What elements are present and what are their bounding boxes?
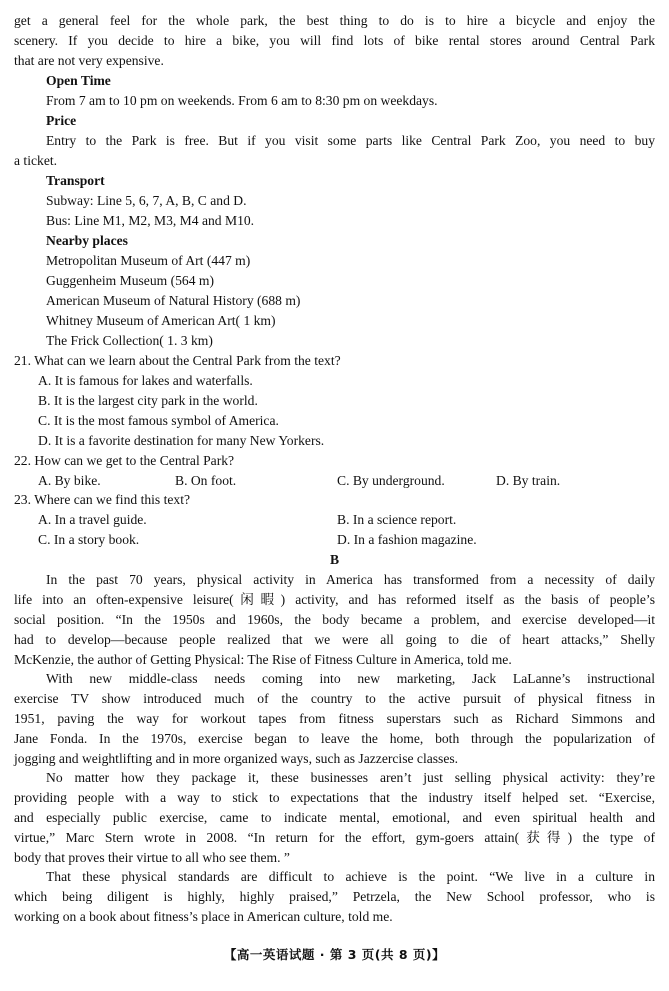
transport-bus: Bus: Line M1, M2, M3, M4 and M10. — [46, 213, 255, 228]
page-footer: 【高一英语试题 · 第 3 页(共 8 页)】 — [223, 947, 446, 962]
question-option: C. By underground. — [337, 473, 445, 488]
nearby-item: The Frick Collection( 1. 3 km) — [46, 333, 213, 348]
nearby-item: American Museum of Natural History (688 m) — [46, 293, 301, 308]
price-text: a ticket. — [14, 153, 58, 168]
paragraph-line: jogging and weightlifting and in more organized ways, such as Jazzercise classes. — [14, 751, 459, 766]
question-option: A. By bike. — [38, 473, 101, 488]
nearby-item: Whitney Museum of American Art( 1 km) — [46, 313, 276, 328]
paragraph-line: which being diligent is highly, highly praised,” Petrzela, the New School professor, who is — [14, 889, 655, 904]
question-option: A. In a travel guide. — [38, 512, 147, 527]
paragraph-line: exercise TV show introduced much of the country to the active pursuit of physical fitness in — [14, 691, 655, 706]
intro-line: scenery. If you decide to hire a bike, you will find lots of bike rental stores around Central Park — [14, 33, 655, 48]
nearby-item: Metropolitan Museum of Art (447 m) — [46, 253, 251, 268]
open-time-text: From 7 am to 10 pm on weekends. From 6 am to 8:30 pm on weekdays. — [46, 93, 438, 108]
question-option: B. On foot. — [175, 473, 237, 488]
intro-line: get a general feel for the whole park, the best thing to do is to hire a bicycle and enjoy the — [14, 13, 655, 28]
paragraph-line: No matter how they package it, these businesses aren’t just selling physical activity: they’re — [46, 770, 655, 785]
transport-heading: Transport — [46, 173, 105, 188]
paragraph-line: and especially public exercise, came to indicate mental, emotional, and even spiritual health and — [14, 810, 655, 825]
question-option: A. It is famous for lakes and waterfalls. — [38, 373, 253, 388]
question-option: C. In a story book. — [38, 532, 140, 547]
price-heading: Price — [46, 113, 77, 128]
question-stem: 22. How can we get to the Central Park? — [14, 453, 235, 468]
paragraph-line: life into an often-expensive leisure(闲暇) activity, and has reformed itself as the basis of people’s — [14, 592, 655, 607]
paragraph-line: In the past 70 years, physical activity in America has transformed from a necessity of daily — [46, 572, 655, 587]
question-option: C. It is the most famous symbol of America. — [38, 413, 279, 428]
paragraph-line: social position. “In the 1950s and 1960s, the body became a problem, and exercise developed—it — [14, 612, 655, 627]
paragraph-line: working on a book about fitness’s place in American culture, told me. — [14, 909, 393, 924]
paragraph-line: That these physical standards are difficult to achieve is the point. “We live in a culture in — [46, 869, 655, 884]
nearby-item: Guggenheim Museum (564 m) — [46, 273, 215, 288]
intro-line: that are not very expensive. — [14, 53, 164, 68]
paragraph-line: had to develop—because people realized that we were all going to die of heart attacks,” Shelly — [14, 632, 655, 647]
price-text: Entry to the Park is free. But if you visit some parts like Central Park Zoo, you need to buy — [46, 133, 655, 148]
section-heading: B — [329, 552, 340, 567]
question-option: D. In a fashion magazine. — [337, 532, 477, 547]
open-time-heading: Open Time — [46, 73, 111, 88]
question-stem: 21. What can we learn about the Central Park from the text? — [14, 353, 341, 368]
paragraph-line: McKenzie, the author of Getting Physical: The Rise of Fitness Culture in America, told me. — [14, 652, 512, 667]
nearby-heading: Nearby places — [46, 233, 128, 248]
paragraph-line: virtue,” Marc Stern wrote in 2008. “In return for the effort, gym-goers attain(获得) the type of — [14, 830, 655, 845]
paragraph-line: With new middle-class needs coming into new marketing, Jack LaLanne’s instructional — [46, 671, 655, 686]
question-option: B. In a science report. — [337, 512, 457, 527]
question-option: D. It is a favorite destination for many New Yorkers. — [38, 433, 325, 448]
paragraph-line: 1951, paving the way for workout tapes from fitness superstars such as Richard Simmons and — [14, 711, 655, 726]
question-stem: 23. Where can we find this text? — [14, 492, 191, 507]
paragraph-line: body that proves their virtue to all who see them. ” — [14, 850, 290, 865]
transport-subway: Subway: Line 5, 6, 7, A, B, C and D. — [46, 193, 247, 208]
paragraph-line: providing people with a way to stick to expectations that the industry itself helped set. “Exercise, — [14, 790, 655, 805]
question-option: B. It is the largest city park in the world. — [38, 393, 258, 408]
question-option: D. By train. — [496, 473, 561, 488]
paragraph-line: Jane Fonda. In the 1970s, exercise began to leave the home, both through the popularization of — [14, 731, 655, 746]
